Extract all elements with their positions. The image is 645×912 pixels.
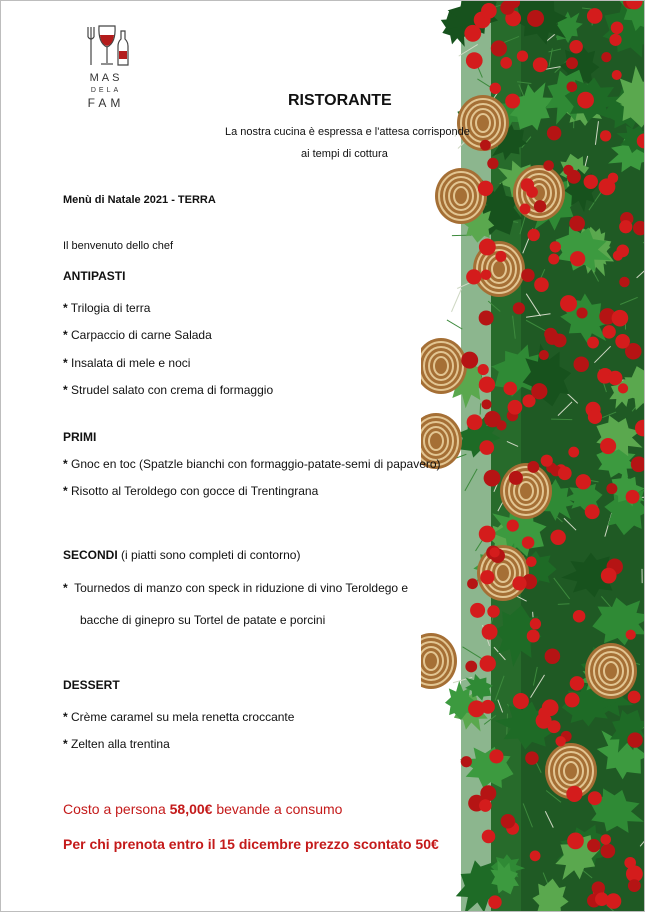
- menu-heading: Menù di Natale 2021 - TERRA: [63, 194, 216, 206]
- section-title-dessert: DESSERT: [63, 678, 120, 692]
- bullet: *: [63, 484, 68, 498]
- section-title-antipasti: ANTIPASTI: [63, 269, 126, 283]
- bullet: *: [63, 383, 68, 397]
- secondi-note: (i piatti sono completi di contorno): [117, 548, 301, 562]
- list-item: * Risotto al Teroldego con gocce di Trentingrana: [63, 484, 319, 498]
- logo-text-dela: DELA: [90, 87, 122, 94]
- bullet: *: [63, 301, 68, 315]
- list-item: * Gnoc en toc (Spatzle bianchi con formaggio-patate-semi di papavero): [63, 457, 441, 471]
- bullet: *: [63, 356, 68, 370]
- bullet: *: [63, 457, 68, 471]
- list-item: * Carpaccio di carne Salada: [63, 328, 212, 342]
- bullet: *: [63, 581, 68, 595]
- bullet: *: [63, 710, 68, 724]
- list-item: * Strudel salato con crema di formaggio: [63, 383, 274, 397]
- list-item: * Tournedos di manzo con speck in riduzione di vino Teroldego e: [63, 581, 409, 595]
- bullet: *: [63, 737, 68, 751]
- tagline-line-1: La nostra cucina è espressa e l'attesa corrisponde: [225, 126, 470, 138]
- list-item: * Insalata di mele e noci: [63, 356, 191, 370]
- bullet: *: [63, 328, 68, 342]
- section-title-secondi: SECONDI (i piatti sono completi di contorno): [63, 548, 301, 562]
- list-item: * Trilogia di terra: [63, 301, 151, 315]
- list-item: * Zelten alla trentina: [63, 737, 170, 751]
- tagline-line-2: ai tempi di cottura: [301, 148, 388, 160]
- restaurant-title: RISTORANTE: [288, 92, 392, 109]
- logo-text-fam: FAM: [87, 96, 125, 110]
- chef-welcome: Il benvenuto dello chef: [63, 240, 174, 252]
- list-item-continuation: bacche di ginepro su Tortel de patate e porcini: [80, 613, 326, 627]
- price-amount: 58,00€: [169, 801, 213, 817]
- logo-text-mas: MAS: [89, 72, 123, 84]
- discount-line: Per chi prenota entro il 15 dicembre prezzo scontato 50€: [63, 836, 439, 852]
- list-item: * Crème caramel su mela renetta croccante: [63, 710, 295, 724]
- section-title-primi: PRIMI: [63, 430, 97, 444]
- logo: [79, 23, 133, 109]
- wine-glass-fork-bottle-icon: [83, 23, 129, 69]
- price-line: Costo a persona 58,00€ bevande a consumo: [63, 801, 343, 817]
